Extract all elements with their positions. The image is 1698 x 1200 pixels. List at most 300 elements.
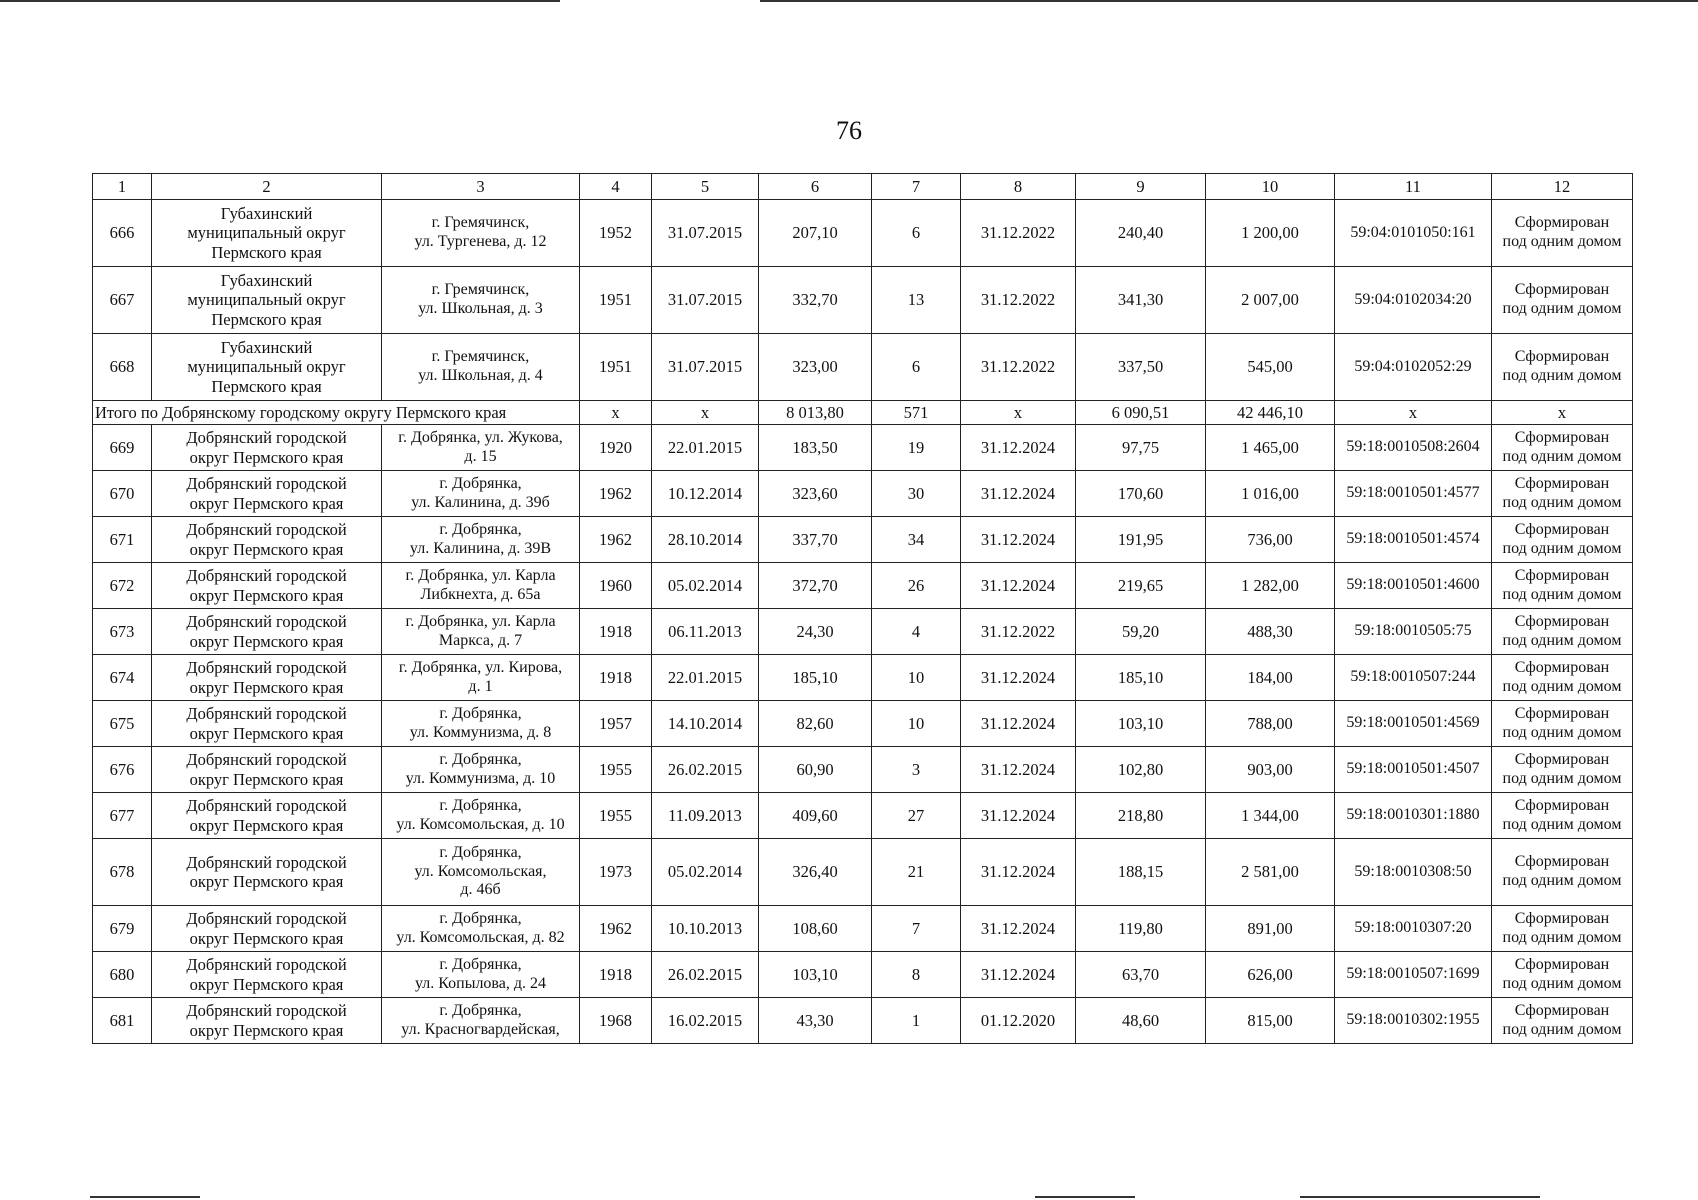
residents-cell: 30 <box>872 471 961 517</box>
address-cell <box>382 471 580 517</box>
status-cell-line: Сформирован <box>1514 658 1610 676</box>
deadline-cell: 31.12.2022 <box>961 200 1076 267</box>
area2-cell: 63,70 <box>1076 952 1206 998</box>
residents-cell: 19 <box>872 425 961 471</box>
area2-cell: 59,20 <box>1076 609 1206 655</box>
address-cell-line: ул. Калинина, д. 39В <box>409 539 552 557</box>
year-cell: 1968 <box>580 998 652 1044</box>
total-residents: 571 <box>872 401 961 425</box>
land-cell: 891,00 <box>1206 906 1335 952</box>
status-cell <box>1492 334 1633 401</box>
table-row <box>93 793 1633 839</box>
total-cell: х <box>580 401 652 425</box>
cadastral-number: 59:18:0010501:4574 <box>1335 517 1492 563</box>
status-cell <box>1492 517 1633 563</box>
land-cell: 1 344,00 <box>1206 793 1335 839</box>
municipality-cell-line: Добрянский городской <box>186 474 347 494</box>
cadastral-number: 59:04:0102052:29 <box>1335 334 1492 401</box>
address-cell-line: г. Добрянка, <box>439 520 522 538</box>
municipality-cell-line: Добрянский городской <box>186 612 347 632</box>
column-number: 6 <box>759 174 872 200</box>
municipality-cell-line: округ Пермского края <box>189 631 344 651</box>
area2-cell: 218,80 <box>1076 793 1206 839</box>
status-cell <box>1492 200 1633 267</box>
municipality-cell <box>152 200 382 267</box>
area-cell: 409,60 <box>759 793 872 839</box>
row-number: 679 <box>93 906 152 952</box>
municipality-cell-line: Губахинский <box>220 203 313 223</box>
municipality-cell-line: Добрянский городской <box>186 658 347 678</box>
year-cell: 1951 <box>580 267 652 334</box>
address-cell-line: д. 46б <box>460 881 501 899</box>
status-cell <box>1492 609 1633 655</box>
row-number: 680 <box>93 952 152 998</box>
municipality-cell <box>152 793 382 839</box>
row-number: 666 <box>93 200 152 267</box>
cadastral-number: 59:18:0010501:4577 <box>1335 471 1492 517</box>
municipality-cell <box>152 609 382 655</box>
land-cell: 2 007,00 <box>1206 267 1335 334</box>
total-cell: х <box>1492 401 1633 425</box>
area-cell: 323,60 <box>759 471 872 517</box>
address-cell-line: д. 1 <box>468 677 493 695</box>
total-row <box>93 401 1633 425</box>
status-cell-line: Сформирован <box>1514 214 1610 232</box>
row-number: 675 <box>93 701 152 747</box>
land-cell: 736,00 <box>1206 517 1335 563</box>
deadline-cell: 31.12.2024 <box>961 747 1076 793</box>
land-cell: 1 282,00 <box>1206 563 1335 609</box>
municipality-cell-line: округ Пермского края <box>189 585 344 605</box>
status-cell <box>1492 563 1633 609</box>
area-cell: 108,60 <box>759 906 872 952</box>
municipality-cell-line: округ Пермского края <box>189 872 344 891</box>
municipality-cell <box>152 952 382 998</box>
status-cell-line: Сформирован <box>1514 853 1610 871</box>
land-cell: 184,00 <box>1206 655 1335 701</box>
deadline-cell: 31.12.2024 <box>961 793 1076 839</box>
year-cell: 1955 <box>580 793 652 839</box>
date-cell: 06.11.2013 <box>652 609 759 655</box>
status-cell-line: под одним домом <box>1502 769 1622 787</box>
column-number: 7 <box>872 174 961 200</box>
address-cell <box>382 701 580 747</box>
column-number: 3 <box>382 174 580 200</box>
cadastral-number: 59:18:0010501:4507 <box>1335 747 1492 793</box>
area-cell: 372,70 <box>759 563 872 609</box>
cadastral-number: 59:18:0010508:2604 <box>1335 425 1492 471</box>
status-cell <box>1492 839 1633 906</box>
column-number: 8 <box>961 174 1076 200</box>
land-cell: 488,30 <box>1206 609 1335 655</box>
address-cell-line: г. Добрянка, <box>439 704 522 722</box>
date-cell: 28.10.2014 <box>652 517 759 563</box>
column-number: 4 <box>580 174 652 200</box>
status-cell <box>1492 793 1633 839</box>
scan-edge-bottom-mid <box>1035 1196 1135 1198</box>
cadastral-number: 59:04:0101050:161 <box>1335 200 1492 267</box>
address-cell-line: г. Гремячинск, <box>431 214 530 232</box>
municipality-cell <box>152 701 382 747</box>
address-cell-line: ул. Калинина, д. 39б <box>411 493 550 511</box>
status-cell-line: Сформирован <box>1514 750 1610 768</box>
area-cell: 60,90 <box>759 747 872 793</box>
status-cell-line: под одним домом <box>1502 447 1622 465</box>
table-body <box>93 174 1633 1044</box>
address-cell-line: ул. Комсомольская, д. 82 <box>396 928 565 946</box>
total-cell: х <box>1335 401 1492 425</box>
year-cell: 1955 <box>580 747 652 793</box>
address-cell <box>382 952 580 998</box>
municipality-cell-line: округ Пермского края <box>189 493 344 513</box>
address-cell-line: Маркса, д. 7 <box>438 631 523 649</box>
column-number: 1 <box>93 174 152 200</box>
municipality-cell <box>152 517 382 563</box>
area2-cell: 102,80 <box>1076 747 1206 793</box>
land-cell: 1 465,00 <box>1206 425 1335 471</box>
status-cell <box>1492 425 1633 471</box>
deadline-cell: 31.12.2024 <box>961 517 1076 563</box>
municipality-cell-line: округ Пермского края <box>189 447 344 467</box>
table-row <box>93 609 1633 655</box>
address-cell-line: г. Гремячинск, <box>431 348 530 366</box>
date-cell: 31.07.2015 <box>652 334 759 401</box>
date-cell: 16.02.2015 <box>652 998 759 1044</box>
address-cell <box>382 563 580 609</box>
address-cell <box>382 906 580 952</box>
table-row <box>93 517 1633 563</box>
row-number: 673 <box>93 609 152 655</box>
total-land: 42 446,10 <box>1206 401 1335 425</box>
status-cell-line: под одним домом <box>1502 974 1622 992</box>
address-cell <box>382 517 580 563</box>
row-number: 674 <box>93 655 152 701</box>
address-cell <box>382 793 580 839</box>
area-cell: 337,70 <box>759 517 872 563</box>
area-cell: 326,40 <box>759 839 872 906</box>
address-cell <box>382 839 580 906</box>
status-cell-line: под одним домом <box>1502 233 1622 250</box>
year-cell: 1918 <box>580 655 652 701</box>
land-cell: 1 016,00 <box>1206 471 1335 517</box>
address-cell <box>382 655 580 701</box>
area2-cell: 185,10 <box>1076 655 1206 701</box>
page-number: 76 <box>836 116 862 145</box>
municipality-cell <box>152 747 382 793</box>
scan-edge-bottom-left <box>90 1196 200 1198</box>
status-cell-line: Сформирован <box>1514 796 1610 814</box>
row-number: 669 <box>93 425 152 471</box>
deadline-cell: 31.12.2024 <box>961 425 1076 471</box>
status-cell <box>1492 701 1633 747</box>
year-cell: 1962 <box>580 471 652 517</box>
status-cell-line: под одним домом <box>1502 815 1622 833</box>
area2-cell: 191,95 <box>1076 517 1206 563</box>
year-cell: 1962 <box>580 906 652 952</box>
address-cell-line: г. Добрянка, <box>439 909 522 927</box>
area-cell: 24,30 <box>759 609 872 655</box>
municipality-cell-line: Добрянский городской <box>186 909 347 929</box>
year-cell: 1962 <box>580 517 652 563</box>
municipality-cell-line: муниципальный округ <box>187 357 346 377</box>
municipality-cell <box>152 655 382 701</box>
year-cell: 1957 <box>580 701 652 747</box>
area2-cell: 48,60 <box>1076 998 1206 1044</box>
status-cell-line: Сформирован <box>1514 428 1610 446</box>
row-number: 670 <box>93 471 152 517</box>
status-cell-line: Сформирован <box>1514 909 1610 927</box>
municipality-cell-line: Пермского края <box>211 242 322 262</box>
area2-cell: 170,60 <box>1076 471 1206 517</box>
municipality-cell-line: округ Пермского края <box>189 677 344 697</box>
area2-cell: 119,80 <box>1076 906 1206 952</box>
year-cell: 1951 <box>580 334 652 401</box>
column-number-row <box>93 174 1633 200</box>
address-cell-line: г. Добрянка, <box>439 474 522 492</box>
table-row <box>93 563 1633 609</box>
table-row <box>93 655 1633 701</box>
date-cell: 10.10.2013 <box>652 906 759 952</box>
address-cell-line: г. Гремячинск, <box>431 281 530 299</box>
municipality-cell-line: Губахинский <box>220 270 313 290</box>
year-cell: 1918 <box>580 609 652 655</box>
address-cell-line: г. Добрянка, ул. Кирова, <box>398 658 563 676</box>
municipality-cell-line: Добрянский городской <box>186 955 347 975</box>
status-cell-line: под одним домом <box>1502 723 1622 741</box>
land-cell: 626,00 <box>1206 952 1335 998</box>
date-cell: 31.07.2015 <box>652 200 759 267</box>
status-cell-line: Сформирован <box>1514 520 1610 538</box>
deadline-cell: 31.12.2024 <box>961 471 1076 517</box>
municipality-cell-line: Добрянский городской <box>186 520 347 540</box>
area2-cell: 103,10 <box>1076 701 1206 747</box>
scan-edge-bottom-right <box>1300 1196 1540 1198</box>
municipality-cell <box>152 563 382 609</box>
address-cell <box>382 747 580 793</box>
date-cell: 26.02.2015 <box>652 952 759 998</box>
status-cell-line: под одним домом <box>1502 928 1622 946</box>
municipality-cell <box>152 334 382 401</box>
residents-cell: 6 <box>872 200 961 267</box>
area2-cell: 240,40 <box>1076 200 1206 267</box>
residents-cell: 7 <box>872 906 961 952</box>
table-row <box>93 998 1633 1044</box>
area-cell: 323,00 <box>759 334 872 401</box>
land-cell: 788,00 <box>1206 701 1335 747</box>
address-cell-line: г. Добрянка, <box>439 796 522 814</box>
status-cell-line: под одним домом <box>1502 493 1622 511</box>
deadline-cell: 31.12.2022 <box>961 334 1076 401</box>
address-cell-line: г. Добрянка, ул. Карла <box>405 566 556 584</box>
date-cell: 22.01.2015 <box>652 655 759 701</box>
municipality-cell-line: муниципальный округ <box>187 223 346 243</box>
column-number: 11 <box>1335 174 1492 200</box>
address-cell-line: ул. Копылова, д. 24 <box>414 974 547 992</box>
deadline-cell: 31.12.2024 <box>961 906 1076 952</box>
municipality-cell <box>152 998 382 1044</box>
scan-edge-top-left <box>0 0 560 2</box>
municipality-cell-line: Добрянский городской <box>186 566 347 586</box>
address-cell-line: г. Добрянка, ул. Карла <box>405 612 556 630</box>
address-cell-line: г. Добрянка, <box>439 955 522 973</box>
address-cell-line: ул. Комсомольская, <box>414 862 547 880</box>
total-area: 8 013,80 <box>759 401 872 425</box>
row-number: 678 <box>93 839 152 906</box>
municipality-cell <box>152 839 382 906</box>
status-cell-line: Сформирован <box>1514 1001 1610 1019</box>
cadastral-number: 59:18:0010505:75 <box>1335 609 1492 655</box>
municipality-cell-line: Добрянский городской <box>186 1001 347 1021</box>
municipality-cell-line: Пермского края <box>211 376 322 396</box>
address-cell-line: г. Добрянка, <box>439 750 522 768</box>
year-cell: 1920 <box>580 425 652 471</box>
area-cell: 207,10 <box>759 200 872 267</box>
area2-cell: 97,75 <box>1076 425 1206 471</box>
address-cell <box>382 609 580 655</box>
cadastral-number: 59:18:0010507:244 <box>1335 655 1492 701</box>
residents-cell: 3 <box>872 747 961 793</box>
municipality-cell-line: Добрянский городской <box>186 750 347 770</box>
status-cell-line: под одним домом <box>1502 677 1622 695</box>
municipality-cell <box>152 425 382 471</box>
area2-cell: 337,50 <box>1076 334 1206 401</box>
housing-register-table <box>92 173 1633 1044</box>
residents-cell: 13 <box>872 267 961 334</box>
municipality-cell <box>152 906 382 952</box>
area-cell: 82,60 <box>759 701 872 747</box>
municipality-cell-line: Добрянский городской <box>186 428 347 448</box>
status-cell-line: под одним домом <box>1502 872 1622 889</box>
status-cell-line: под одним домом <box>1502 585 1622 603</box>
status-cell-line: Сформирован <box>1514 348 1610 366</box>
address-cell-line: г. Добрянка, <box>439 843 522 861</box>
column-number: 5 <box>652 174 759 200</box>
year-cell: 1960 <box>580 563 652 609</box>
cadastral-number: 59:04:0102034:20 <box>1335 267 1492 334</box>
residents-cell: 10 <box>872 701 961 747</box>
municipality-cell-line: Добрянский городской <box>186 704 347 724</box>
status-cell-line: под одним домом <box>1502 367 1622 384</box>
address-cell <box>382 334 580 401</box>
row-number: 677 <box>93 793 152 839</box>
status-cell-line: Сформирован <box>1514 566 1610 584</box>
residents-cell: 21 <box>872 839 961 906</box>
status-cell-line: под одним домом <box>1502 300 1622 317</box>
column-number: 10 <box>1206 174 1335 200</box>
total-label: Итого по Добрянскому городскому округу Пермского края <box>93 401 580 425</box>
municipality-cell <box>152 267 382 334</box>
area2-cell: 188,15 <box>1076 839 1206 906</box>
residents-cell: 8 <box>872 952 961 998</box>
column-number: 9 <box>1076 174 1206 200</box>
deadline-cell: 31.12.2022 <box>961 267 1076 334</box>
status-cell <box>1492 998 1633 1044</box>
table-row <box>93 425 1633 471</box>
deadline-cell: 31.12.2024 <box>961 839 1076 906</box>
date-cell: 05.02.2014 <box>652 839 759 906</box>
municipality-cell-line: Добрянский городской <box>186 852 347 872</box>
date-cell: 31.07.2015 <box>652 267 759 334</box>
residents-cell: 26 <box>872 563 961 609</box>
status-cell-line: Сформирован <box>1514 281 1610 299</box>
status-cell-line: под одним домом <box>1502 1020 1622 1038</box>
row-number: 667 <box>93 267 152 334</box>
date-cell: 11.09.2013 <box>652 793 759 839</box>
address-cell-line: ул. Комсомольская, д. 10 <box>396 815 565 833</box>
status-cell-line: под одним домом <box>1502 539 1622 557</box>
date-cell: 14.10.2014 <box>652 701 759 747</box>
row-number: 672 <box>93 563 152 609</box>
status-cell <box>1492 267 1633 334</box>
land-cell: 1 200,00 <box>1206 200 1335 267</box>
land-cell: 903,00 <box>1206 747 1335 793</box>
status-cell <box>1492 471 1633 517</box>
address-cell-line: д. 15 <box>464 447 497 465</box>
cadastral-number: 59:18:0010507:1699 <box>1335 952 1492 998</box>
status-cell <box>1492 655 1633 701</box>
column-number: 2 <box>152 174 382 200</box>
municipality-cell-line: округ Пермского края <box>189 928 344 948</box>
area-cell: 103,10 <box>759 952 872 998</box>
row-number: 676 <box>93 747 152 793</box>
status-cell-line: под одним домом <box>1502 631 1622 649</box>
deadline-cell: 31.12.2024 <box>961 701 1076 747</box>
address-cell <box>382 998 580 1044</box>
municipality-cell-line: округ Пермского края <box>189 815 344 835</box>
address-cell <box>382 267 580 334</box>
scan-edge-top-right <box>760 0 1698 2</box>
deadline-cell: 31.12.2024 <box>961 952 1076 998</box>
status-cell-line: Сформирован <box>1514 955 1610 973</box>
municipality-cell-line: Губахинский <box>220 337 313 357</box>
municipality-cell-line: округ Пермского края <box>189 539 344 559</box>
land-cell: 815,00 <box>1206 998 1335 1044</box>
row-number: 681 <box>93 998 152 1044</box>
address-cell-line: ул. Коммунизма, д. 10 <box>405 769 556 787</box>
status-cell <box>1492 747 1633 793</box>
status-cell-line: Сформирован <box>1514 704 1610 722</box>
address-cell-line: ул. Коммунизма, д. 8 <box>409 723 552 741</box>
table-row <box>93 267 1633 334</box>
municipality-cell-line: Добрянский городской <box>186 796 347 816</box>
cadastral-number: 59:18:0010501:4569 <box>1335 701 1492 747</box>
row-number: 671 <box>93 517 152 563</box>
municipality-cell-line: округ Пермского края <box>189 723 344 743</box>
date-cell: 05.02.2014 <box>652 563 759 609</box>
area-cell: 183,50 <box>759 425 872 471</box>
cadastral-number: 59:18:0010302:1955 <box>1335 998 1492 1044</box>
date-cell: 26.02.2015 <box>652 747 759 793</box>
date-cell: 22.01.2015 <box>652 425 759 471</box>
table-row <box>93 701 1633 747</box>
area2-cell: 341,30 <box>1076 267 1206 334</box>
deadline-cell: 31.12.2024 <box>961 563 1076 609</box>
total-cell: х <box>961 401 1076 425</box>
date-cell: 10.12.2014 <box>652 471 759 517</box>
area2-cell: 219,65 <box>1076 563 1206 609</box>
row-number: 668 <box>93 334 152 401</box>
address-cell <box>382 200 580 267</box>
cadastral-number: 59:18:0010308:50 <box>1335 839 1492 906</box>
area-cell: 43,30 <box>759 998 872 1044</box>
residents-cell: 6 <box>872 334 961 401</box>
address-cell-line: ул. Школьная, д. 3 <box>418 300 543 317</box>
municipality-cell-line: муниципальный округ <box>187 290 346 310</box>
status-cell-line: Сформирован <box>1514 612 1610 630</box>
address-cell-line: Либкнехта, д. 65а <box>420 585 541 603</box>
address-cell-line: г. Добрянка, ул. Жукова, <box>398 428 563 446</box>
municipality-cell-line: округ Пермского края <box>189 769 344 789</box>
